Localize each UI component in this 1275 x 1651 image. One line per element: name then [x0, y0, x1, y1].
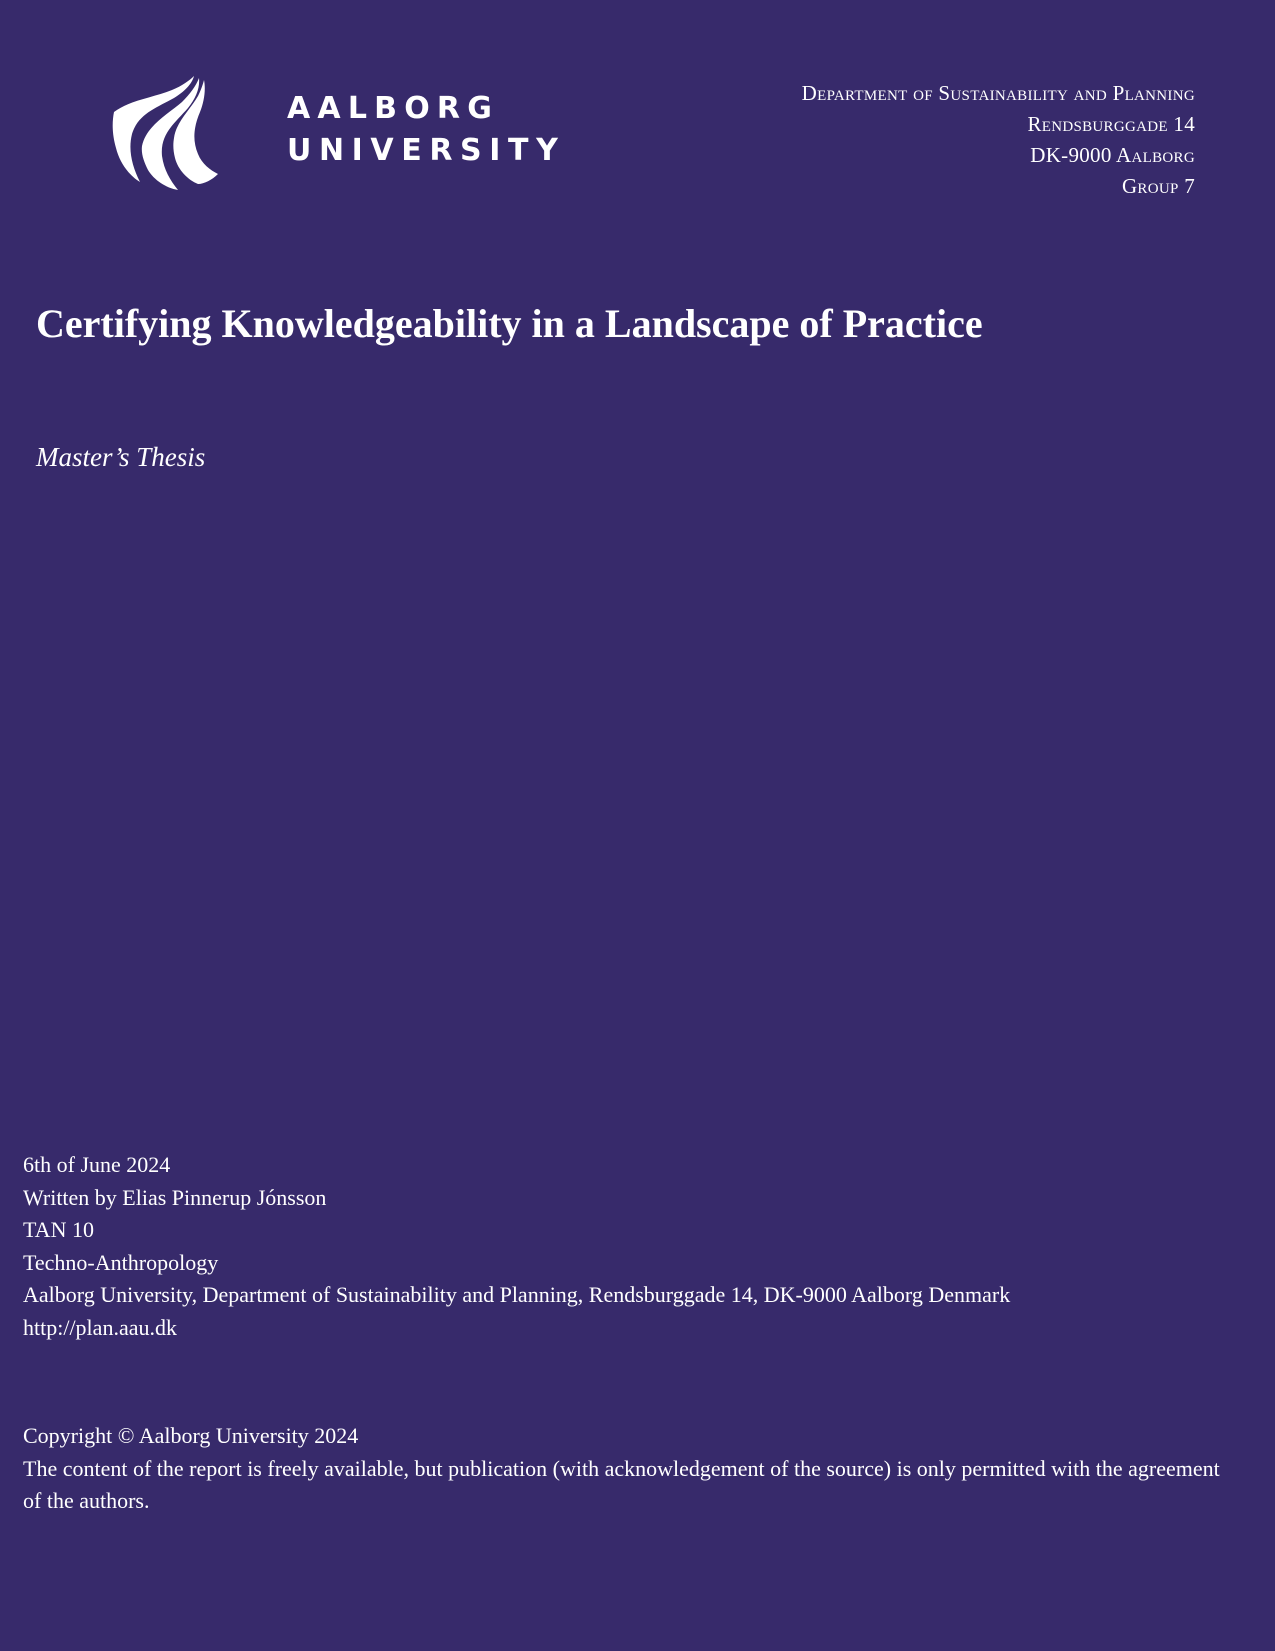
department-address-block [802, 78, 1195, 202]
author: Written by Elias Pinnerup Jónsson [23, 1184, 327, 1210]
programme: Techno-Anthropology [23, 1249, 219, 1275]
thesis-info-block [23, 1149, 1010, 1344]
date: 6th of June 2024 [23, 1152, 171, 1177]
department-street: Rendsburggade 14 [1027, 112, 1195, 136]
document-type: Master’s Thesis [36, 442, 206, 472]
aau-flame-logo-icon [112, 76, 222, 190]
copyright-notice: The content of the report is freely available, but publication (with acknowledgement of the source) is only permitted with the agreement of the authors. [23, 1455, 1220, 1513]
institution-address: Aalborg University, Department of Sustainability and Planning, Rendsburggade 14, DK-9000 Aalborg Denmark [23, 1282, 1011, 1307]
department-name: Department of Sustainability and Planning [801, 81, 1195, 105]
wordmark-line-2: UNIVERSITY [287, 133, 566, 168]
university-wordmark [287, 88, 565, 172]
department-city: DK-9000 Aalborg [1030, 143, 1195, 167]
copyright-block [23, 1420, 1223, 1518]
group-number: Group 7 [1121, 174, 1195, 198]
thesis-title: Certifying Knowledgeability in a Landscape of Practice [36, 301, 983, 346]
department-url: http://plan.aau.dk [23, 1314, 177, 1340]
semester: TAN 10 [23, 1217, 94, 1242]
copyright-line: Copyright © Aalborg University 2024 [23, 1423, 359, 1448]
wordmark-line-1: AALBORG [287, 91, 500, 126]
